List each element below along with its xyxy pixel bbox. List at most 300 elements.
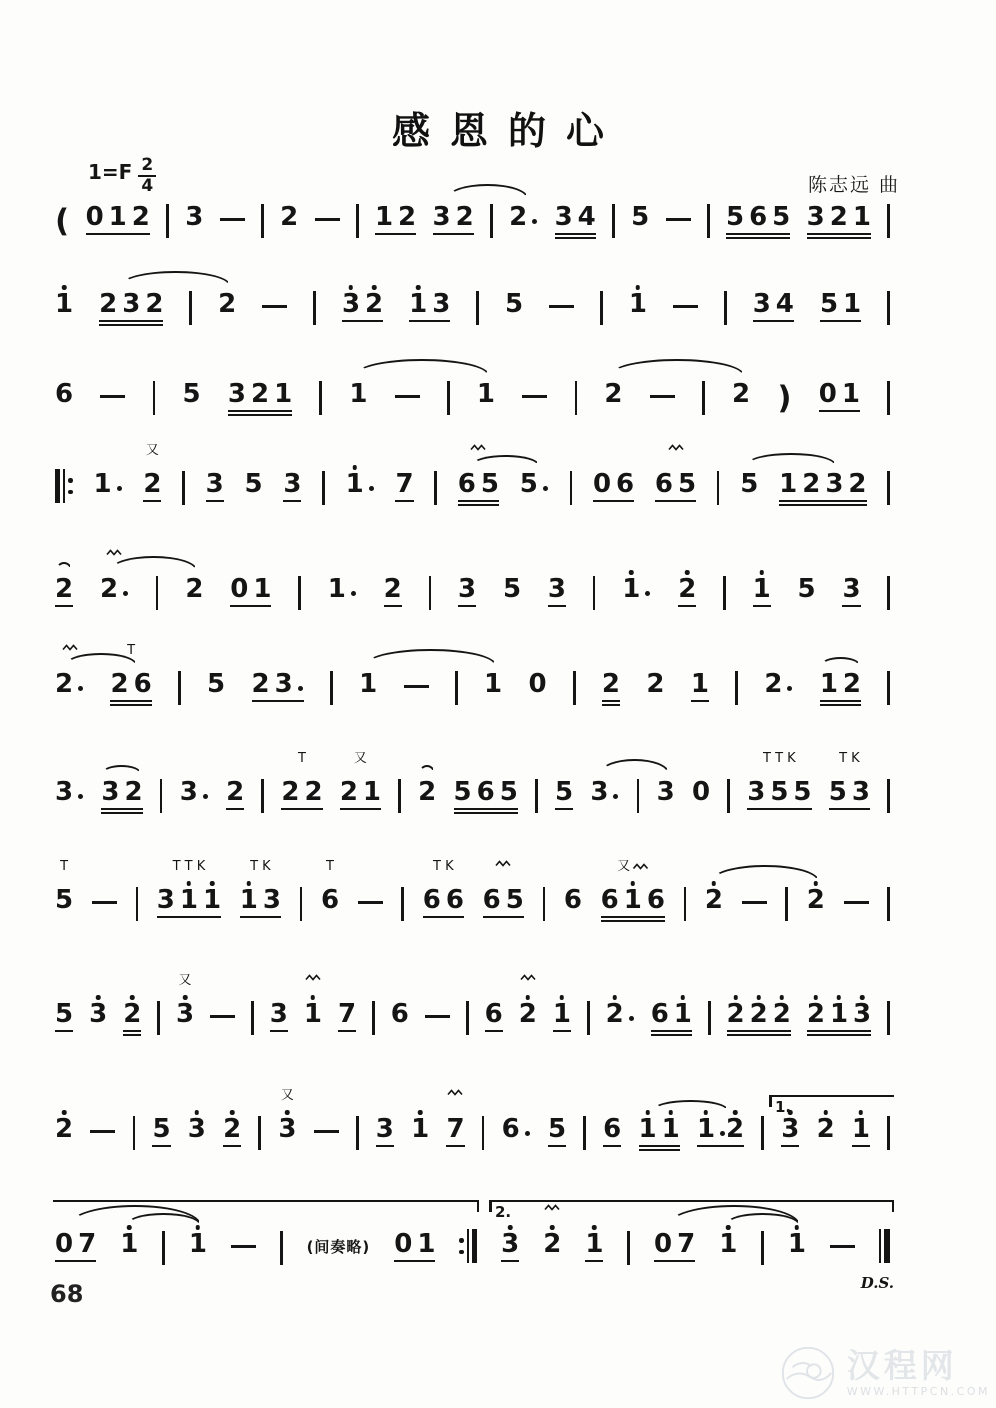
underline — [678, 605, 696, 607]
barline — [587, 1001, 590, 1035]
slur-tie-arc — [65, 653, 137, 665]
note-digit: 5 — [819, 289, 839, 319]
octave-dot — [681, 995, 686, 1000]
note-digit: 3 — [656, 777, 675, 807]
note-token — [740, 470, 758, 507]
octave-dot — [814, 995, 819, 1000]
underline-zone — [639, 1143, 680, 1152]
note-token — [384, 575, 402, 612]
note-digit: 0 — [592, 469, 612, 499]
underline — [593, 500, 634, 502]
ornament-label: T — [297, 751, 306, 766]
note-token — [206, 470, 224, 507]
note-digit: 3 — [501, 1230, 519, 1258]
octave-dot — [62, 1110, 67, 1115]
underline — [829, 808, 870, 810]
note-digits — [89, 1000, 107, 1028]
note-digits — [654, 1230, 695, 1258]
note-token — [732, 380, 750, 417]
note-token — [820, 670, 861, 707]
note-digits — [100, 575, 129, 603]
underline-zone — [842, 603, 860, 612]
note-token — [719, 1230, 737, 1267]
note-digit: 3 — [458, 574, 477, 604]
score-line — [55, 751, 890, 815]
note-token — [281, 751, 323, 815]
time-signature-top: 2 — [138, 156, 156, 177]
note-token — [458, 575, 476, 612]
underline-zone — [548, 603, 566, 612]
ornament-label: 又 — [280, 1088, 294, 1103]
note-token — [391, 1000, 409, 1037]
underline-zone — [646, 698, 664, 707]
note-token — [646, 670, 664, 707]
note-digit: 2 — [764, 669, 783, 699]
octave-dot — [733, 995, 738, 1000]
ornament-label: T — [326, 859, 334, 874]
note-digits — [270, 1000, 288, 1028]
note-digits — [340, 778, 381, 806]
underline — [454, 808, 518, 810]
note-digit: 2 — [99, 574, 119, 604]
barline — [535, 779, 538, 813]
note-digit: 3 — [375, 1114, 394, 1144]
duration-dash — [844, 901, 869, 904]
ornament-mark — [839, 752, 860, 765]
underline-zone — [483, 914, 524, 923]
underline-zone — [55, 408, 73, 417]
note-token — [629, 290, 647, 327]
barline — [717, 471, 720, 505]
underline-zone — [342, 318, 383, 327]
note-digits — [55, 1115, 73, 1143]
duration-dash — [666, 218, 691, 221]
barline — [612, 204, 615, 238]
underline-zone — [788, 1258, 806, 1267]
vibrato-icon — [62, 644, 78, 651]
watermark-site-name: 汉程网 — [846, 1346, 958, 1385]
note-digits — [747, 778, 811, 806]
note-digits — [176, 1000, 194, 1028]
note-digits — [418, 778, 436, 806]
underline — [55, 1260, 96, 1262]
underline-zone — [359, 698, 377, 707]
note-digits — [842, 575, 860, 603]
repeat-thin-bar — [467, 1229, 469, 1263]
underline — [807, 237, 871, 239]
augmentation-dot — [123, 591, 128, 596]
note-digit: 2 — [519, 1000, 537, 1028]
note-digits — [252, 670, 304, 698]
augmentation-dot — [525, 1131, 530, 1136]
underline — [110, 704, 151, 706]
note-digit: 6 — [501, 1114, 520, 1144]
note-token — [639, 1115, 680, 1152]
underline-zone — [691, 698, 709, 707]
note-digit: 2 — [185, 574, 204, 604]
note-digits — [55, 575, 73, 603]
barline — [319, 381, 322, 415]
underline-zone — [280, 231, 298, 240]
slur-tie-arc — [447, 184, 528, 198]
augmentation-dot — [787, 686, 792, 691]
underline — [726, 233, 790, 235]
watermark-site-url: WWW.HTTPCN.COM — [846, 1385, 990, 1398]
note-digit: 2 — [218, 289, 237, 319]
note-digits — [342, 290, 383, 318]
underline — [548, 605, 566, 607]
note-token — [505, 290, 523, 327]
octave-dot — [837, 995, 842, 1000]
underline-zone — [548, 1143, 566, 1152]
note-digit: 2 — [646, 669, 665, 699]
note-token — [409, 290, 450, 327]
underline-zone — [391, 1028, 409, 1037]
note-token — [705, 886, 723, 923]
note-token — [798, 575, 816, 612]
note-digit: 2 — [99, 289, 118, 319]
note-digit: 6 — [133, 669, 152, 699]
underline-zone — [55, 1258, 96, 1267]
volta-tick — [769, 1096, 772, 1107]
note-digits — [283, 470, 301, 498]
vibrato-icon — [495, 860, 511, 867]
ornament-label: 又 — [617, 859, 631, 874]
note-digit: 3 — [55, 777, 74, 807]
octave-dot — [629, 570, 634, 575]
note-digit: 6 — [390, 999, 409, 1029]
barline — [447, 381, 450, 415]
note-digit: 1 — [189, 1230, 207, 1258]
note-digits — [376, 1115, 394, 1143]
underline — [409, 320, 450, 322]
note-digit: 2 — [55, 574, 74, 604]
note-digit: 1 — [240, 886, 258, 914]
augmentation-dot — [629, 1016, 634, 1021]
underline-zone — [740, 498, 758, 507]
note-digit: 3 — [278, 1115, 296, 1143]
underline — [820, 320, 861, 322]
score-line — [55, 973, 890, 1037]
note-digits — [817, 1115, 835, 1143]
note-token — [828, 751, 870, 815]
repeat-begin-sign — [55, 469, 73, 503]
note-digit: 5 — [772, 202, 791, 232]
underline — [726, 237, 790, 239]
underline-zone — [340, 806, 381, 815]
underline — [110, 700, 151, 702]
underline — [99, 320, 163, 322]
note-digits — [99, 290, 163, 318]
note-digits — [505, 290, 523, 318]
barline — [356, 1116, 359, 1150]
note-token — [55, 1000, 73, 1037]
note-token — [807, 1000, 871, 1037]
note-token — [418, 778, 436, 815]
note-digit: 1 — [476, 379, 495, 409]
underline — [639, 1145, 680, 1147]
note-digit: 3 — [747, 777, 766, 807]
note-token — [55, 1115, 73, 1152]
ornament-mark — [127, 644, 135, 657]
underline — [555, 237, 596, 239]
octave-dot — [210, 881, 215, 886]
note-digits — [829, 778, 870, 806]
note-token — [454, 778, 518, 815]
octave-dot — [196, 1225, 201, 1230]
underline-zone — [819, 408, 860, 417]
note-digits — [646, 670, 664, 698]
vibrato-icon — [470, 444, 486, 451]
note-digit: 2 — [280, 202, 299, 232]
composer-credit: 陈志远 曲 — [807, 174, 900, 196]
duration-dash — [522, 395, 547, 398]
underline-zone — [409, 318, 450, 327]
note-token — [228, 380, 292, 417]
underline-zone — [485, 1028, 503, 1037]
note-digit: 3 — [432, 289, 451, 319]
octave-dot — [704, 1110, 709, 1115]
note-digit: 5 — [828, 777, 847, 807]
note-digits — [157, 886, 221, 914]
underline — [747, 808, 811, 810]
note-token — [55, 380, 73, 417]
note-digit: 1 — [409, 290, 427, 318]
duration-dash — [262, 305, 287, 308]
note-digit: 1 — [639, 1115, 657, 1143]
note-token — [593, 470, 634, 507]
barline — [429, 576, 432, 610]
note-token — [230, 575, 271, 612]
barline — [570, 471, 573, 505]
note-digit: 2 — [251, 379, 270, 409]
underline-zone — [528, 698, 546, 707]
octave-dot — [62, 285, 67, 290]
vibrato-icon — [668, 444, 684, 451]
note-token — [655, 470, 696, 507]
underline — [458, 500, 499, 502]
underline-zone — [678, 603, 696, 612]
underline-zone — [185, 231, 203, 240]
barline — [261, 204, 264, 238]
octave-dot — [550, 1225, 555, 1230]
underline-zone — [622, 603, 651, 612]
underline — [555, 233, 596, 235]
underline-zone — [252, 698, 304, 707]
note-digits — [183, 380, 201, 408]
underline-zone — [798, 603, 816, 612]
underline-zone — [100, 603, 129, 612]
note-digit: 2 — [705, 886, 723, 914]
note-digit: 0 — [691, 777, 711, 807]
note-digits — [359, 670, 377, 698]
repeat-dots — [459, 1238, 464, 1254]
note-digit: 7 — [446, 1114, 465, 1144]
note-digits — [395, 470, 413, 498]
note-digits — [732, 380, 750, 408]
underline-zone — [585, 1258, 603, 1267]
note-digit: 6 — [484, 999, 503, 1029]
time-signature-bottom: 4 — [141, 176, 154, 196]
underline — [602, 704, 620, 706]
ornament-mark — [447, 1089, 463, 1096]
underline-zone — [189, 1258, 207, 1267]
underline — [727, 1034, 791, 1036]
note-digits — [409, 290, 450, 318]
note-digits — [622, 575, 651, 603]
octave-dot — [285, 1110, 290, 1115]
underline — [340, 808, 381, 810]
note-digit: 1 — [304, 1000, 322, 1028]
note-token — [93, 470, 122, 507]
underline-zone — [753, 603, 771, 612]
underline-zone — [55, 1028, 73, 1037]
note-token — [252, 670, 304, 707]
interlude-note: (间奏略) — [306, 1238, 371, 1256]
note-digit: 4 — [775, 289, 794, 319]
underline — [342, 320, 383, 322]
ornament-mark — [520, 974, 536, 981]
score-line — [55, 290, 890, 327]
octave-dot — [814, 881, 819, 886]
underline-zone — [55, 318, 73, 327]
underline-zone — [55, 914, 73, 923]
volta-label: 1. — [775, 1098, 792, 1116]
underline — [143, 500, 161, 502]
note-digit: 2 — [731, 379, 751, 409]
note-digit: 3 — [842, 574, 861, 604]
note-digits — [719, 1230, 737, 1258]
underline-zone — [779, 498, 866, 507]
note-digit: 5 — [502, 574, 522, 604]
note-digits — [548, 1115, 566, 1143]
note-digits — [346, 470, 375, 498]
barline — [887, 204, 890, 238]
note-digit: 3 — [269, 999, 288, 1029]
note-digits — [692, 778, 710, 806]
note-token — [185, 575, 203, 612]
underline-zone — [180, 806, 209, 815]
note-token — [152, 1115, 170, 1152]
underline — [433, 233, 474, 235]
barline — [887, 887, 890, 921]
duration-dash — [425, 1015, 450, 1018]
note-digit: 1 — [327, 574, 346, 604]
barline — [133, 1116, 136, 1150]
underline-zone — [55, 603, 73, 612]
underline-zone — [304, 1028, 322, 1037]
note-token — [678, 575, 696, 612]
note-digits — [304, 1000, 322, 1028]
note-digit: 1 — [203, 886, 221, 914]
note-token — [520, 470, 549, 507]
note-token — [753, 290, 794, 327]
note-token — [692, 778, 710, 815]
underline-zone — [747, 806, 811, 815]
ornament-mark — [146, 444, 159, 457]
underline-zone — [411, 1143, 429, 1152]
note-token — [788, 1230, 806, 1267]
augmentation-dot — [78, 686, 83, 691]
underline — [228, 410, 292, 412]
underline-zone — [283, 498, 301, 507]
note-digits — [631, 203, 649, 231]
note-digit: 1 — [852, 202, 871, 232]
barline — [153, 381, 156, 415]
note-digit: 1 — [779, 469, 798, 499]
note-digit: 3 — [122, 289, 141, 319]
barline — [887, 576, 890, 610]
note-digit: 7 — [395, 469, 414, 499]
octave-dot — [685, 570, 690, 575]
underline — [458, 504, 499, 506]
underline — [781, 1145, 799, 1147]
barline — [136, 887, 139, 921]
note-digits — [555, 203, 596, 231]
underline — [753, 605, 771, 607]
barline — [455, 671, 458, 705]
note-token — [320, 859, 340, 923]
note-digit: 5 — [793, 777, 812, 807]
underline-zone — [692, 806, 710, 815]
note-digits — [384, 575, 402, 603]
volta-tick — [477, 1201, 480, 1212]
note-digit: 3 — [825, 469, 844, 499]
note-digit: 2 — [55, 669, 74, 699]
underline-zone — [338, 1028, 356, 1037]
note-digits — [458, 470, 499, 498]
note-digits — [639, 1115, 680, 1143]
note-token — [503, 575, 521, 612]
underline — [555, 808, 573, 810]
ornament-mark — [495, 860, 511, 867]
note-token — [600, 859, 665, 923]
note-digits — [228, 380, 292, 408]
note-digit: 3 — [101, 777, 120, 807]
note-token — [747, 751, 812, 815]
note-digit: 1 — [55, 290, 73, 318]
octave-dot — [780, 995, 785, 1000]
vibrato-icon — [106, 549, 122, 556]
underline — [651, 1030, 692, 1032]
underline — [230, 605, 271, 607]
note-digit: 2 — [365, 290, 383, 318]
note-digit: 5 — [797, 574, 816, 604]
underline-zone — [852, 1143, 870, 1152]
note-digits — [629, 290, 647, 318]
note-digit: 5 — [547, 1114, 567, 1144]
underline-zone — [519, 1028, 537, 1037]
watermark-logo-icon — [777, 1342, 839, 1404]
note-token — [726, 203, 790, 240]
barline — [356, 204, 359, 238]
score-line — [55, 1088, 890, 1152]
underline — [454, 812, 518, 814]
note-digits — [223, 1115, 241, 1143]
note-digit: 1 — [843, 289, 862, 319]
augmentation-dot — [117, 486, 122, 491]
underline — [727, 1030, 791, 1032]
note-token — [180, 778, 209, 815]
note-token — [270, 1000, 288, 1037]
note-token — [807, 203, 871, 240]
ornament-mark — [179, 974, 192, 987]
underline-zone — [240, 914, 281, 923]
underline-zone — [183, 408, 201, 417]
note-token — [509, 203, 538, 240]
note-digit: 3 — [342, 290, 360, 318]
underline-zone — [394, 1258, 435, 1267]
